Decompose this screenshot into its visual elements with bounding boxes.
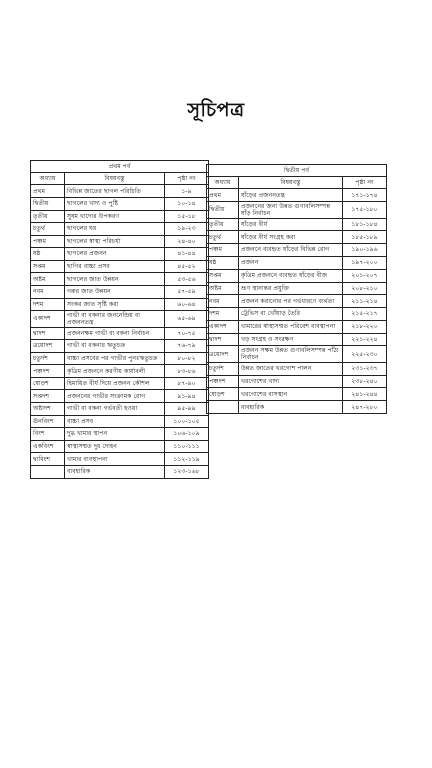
table-row bbox=[31, 248, 209, 261]
page-cell: ৫৩-৫৬ bbox=[165, 273, 209, 286]
table-row bbox=[207, 320, 387, 333]
subject-cell: প্রজনন bbox=[239, 256, 343, 269]
chapter-cell: দশম bbox=[207, 308, 239, 321]
table-row bbox=[207, 401, 387, 414]
chapter-cell: সপ্তম bbox=[207, 269, 239, 282]
page-cell: ১১২-১১৯ bbox=[165, 453, 209, 466]
chapter-cell bbox=[31, 465, 65, 478]
subject-cell: কৃত্রিম প্রজননে করণীয় কার্যাবলী bbox=[65, 365, 165, 378]
chapter-cell: প্রথম bbox=[31, 185, 65, 198]
subject-cell: প্রজননের জন্য উন্নত গুণাবলিসম্পন্ন ষাঁড় নির্বাচন bbox=[239, 202, 343, 218]
table-row bbox=[207, 388, 387, 401]
part-two-rows bbox=[207, 189, 387, 414]
chapter-cell: বিংশ bbox=[31, 428, 65, 441]
page-cell: ৪১-৪৪ bbox=[165, 248, 209, 261]
table-row bbox=[31, 377, 209, 390]
subject-cell: ছাগলের ঘর bbox=[65, 223, 165, 236]
subject-cell: ছাগলের খাদ্য ও পুষ্টি bbox=[65, 197, 165, 210]
subject-cell: সুষম খাদ্যের উপকরণ bbox=[65, 210, 165, 223]
table-row bbox=[207, 244, 387, 257]
chapter-cell: চতুর্দশ bbox=[31, 352, 65, 365]
subject-cell: ষাঁড়ের বীর্য bbox=[239, 218, 343, 231]
subject-cell: প্রজননে ব্যবহৃত ষাঁড়ের বিভিন্ন রোগ bbox=[239, 244, 343, 257]
chapter-cell: দ্বিতীয় bbox=[31, 197, 65, 210]
subject-cell: দুগ্ধ খামার স্থাপন bbox=[65, 428, 165, 441]
page-header: পৃষ্ঠা নং bbox=[343, 177, 387, 189]
chapter-header: অধ্যায় bbox=[31, 173, 65, 185]
chapter-cell: নবম bbox=[31, 286, 65, 299]
subject-cell: গরুর জাত উন্নয়ন bbox=[65, 286, 165, 299]
table-row bbox=[31, 197, 209, 210]
page-cell: ১-৯ bbox=[165, 185, 209, 198]
table-row bbox=[31, 185, 209, 198]
chapter-cell: নবম bbox=[207, 295, 239, 308]
table-row bbox=[207, 218, 387, 231]
subject-cell: সংকর জাত সৃষ্টি করা bbox=[65, 298, 165, 311]
chapter-cell: চতুর্থ bbox=[31, 223, 65, 236]
table-row bbox=[31, 440, 209, 453]
table-row bbox=[207, 375, 387, 388]
subject-cell: ষাঁড়ের বীর্য সংগ্রহ করা bbox=[239, 231, 343, 244]
page-cell: ৬৫-৬৯ bbox=[165, 311, 209, 327]
page-cell: ১৯৭-২০০ bbox=[343, 256, 387, 269]
table-row bbox=[31, 223, 209, 236]
subject-cell: ট্রেভিস বা খোঁয়াড় তৈরি bbox=[239, 308, 343, 321]
page-cell: ৭৬-৭৯ bbox=[165, 340, 209, 353]
table-row bbox=[31, 311, 209, 327]
chapter-cell: অষ্টম bbox=[207, 282, 239, 295]
chapter-cell: ষষ্ঠ bbox=[31, 248, 65, 261]
table-row bbox=[31, 298, 209, 311]
subject-cell: ব্যবহারিক bbox=[239, 401, 343, 414]
table-row bbox=[31, 415, 209, 428]
subject-cell: ছাগির বাচ্চা প্রসব bbox=[65, 260, 165, 273]
subject-cell: গাভী বা বকনার জননেন্দ্রিয় বা প্রজননতন্ত্র bbox=[65, 311, 165, 327]
chapter-cell: ত্রয়োদশ bbox=[207, 346, 239, 362]
chapter-cell: দ্বাবিংশ bbox=[31, 453, 65, 466]
page-cell: ৮০-৮২ bbox=[165, 352, 209, 365]
subject-cell: খামার ব্যবস্থাপনা bbox=[65, 453, 165, 466]
subject-header: বিষয়বস্তু bbox=[65, 173, 165, 185]
table-row bbox=[31, 453, 209, 466]
subject-cell: খড় সংগ্রহ ও সংরক্ষণ bbox=[239, 333, 343, 346]
chapter-cell: ষোড়শ bbox=[31, 377, 65, 390]
table-row bbox=[207, 282, 387, 295]
page-cell: ১০০-১০৫ bbox=[165, 415, 209, 428]
chapter-cell: দ্বাদশ bbox=[31, 327, 65, 340]
chapter-cell: অষ্টাদশ bbox=[31, 403, 65, 416]
chapter-cell: অষ্টম bbox=[31, 273, 65, 286]
chapter-cell: পঞ্চদশ bbox=[31, 365, 65, 378]
chapter-cell: সপ্তদশ bbox=[31, 390, 65, 403]
chapter-cell: প্রথম bbox=[207, 189, 239, 202]
page-cell: ৭০-৭৫ bbox=[165, 327, 209, 340]
page-cell: ২৩৮-২৪০ bbox=[343, 375, 387, 388]
chapter-cell: পঞ্চদশ bbox=[207, 375, 239, 388]
page-cell: ২৪-৪০ bbox=[165, 235, 209, 248]
chapter-cell: পঞ্চম bbox=[207, 244, 239, 257]
chapter-cell: সপ্তম bbox=[31, 260, 65, 273]
page-cell: ২০৮-২১০ bbox=[343, 282, 387, 295]
subject-cell: বিভিন্ন জাতের ছাগল পরিচিতি bbox=[65, 185, 165, 198]
page-cell: ১১০-১১১ bbox=[165, 440, 209, 453]
page-cell: ২২১-২২৪ bbox=[343, 333, 387, 346]
page-header: পৃষ্ঠা নং bbox=[165, 173, 209, 185]
page-cell: ১০-১৪ bbox=[165, 197, 209, 210]
page-cell: ২১৫-২১৭ bbox=[343, 308, 387, 321]
page-cell: ৯১-৯৪ bbox=[165, 390, 209, 403]
page-cell: ১৯০-১৯৬ bbox=[343, 244, 387, 257]
chapter-cell: চতুর্থ bbox=[207, 231, 239, 244]
page-cell: ১০৬-১০৯ bbox=[165, 428, 209, 441]
page-cell: ২২৫-২৩০ bbox=[343, 346, 387, 362]
subject-cell: বাচ্চা প্রসব bbox=[65, 415, 165, 428]
chapter-cell bbox=[207, 401, 239, 414]
table-row bbox=[31, 390, 209, 403]
chapter-cell: ঊনবিংশ bbox=[31, 415, 65, 428]
subject-cell: খরগোশের খাদ্য bbox=[239, 375, 343, 388]
subject-cell: হিমায়িত বীর্য দিয়ে প্রজনন কৌশল bbox=[65, 377, 165, 390]
table-row bbox=[207, 269, 387, 282]
table-row bbox=[31, 210, 209, 223]
page-cell: ৪৫-৫২ bbox=[165, 260, 209, 273]
subject-cell: কৃত্রিম প্রজননে ব্যবহৃত ষাঁড়ের বীজ bbox=[239, 269, 343, 282]
page-cell: ৯৫-৯৯ bbox=[165, 403, 209, 416]
subject-cell: ছাগলের স্বাস্থ্য পরিচর্যা bbox=[65, 235, 165, 248]
subject-cell: ব্যবহারিক bbox=[65, 465, 165, 478]
chapter-cell: পঞ্চম bbox=[31, 235, 65, 248]
chapter-cell: ত্রয়োদশ bbox=[31, 340, 65, 353]
part-title: প্রথম পর্ব bbox=[31, 161, 209, 173]
table-row bbox=[207, 202, 387, 218]
page-cell: ৬০-৬৪ bbox=[165, 298, 209, 311]
table-row bbox=[207, 346, 387, 362]
subject-cell: খামারের স্বাস্থ্যসম্মত পরিবেশ ব্যবস্থাপনা bbox=[239, 320, 343, 333]
chapter-cell: তৃতীয় bbox=[207, 218, 239, 231]
subject-cell: প্রজনন সক্ষম উন্নত গুণাবলিসম্পন্ন পাঁঠা নির্বাচন bbox=[239, 346, 343, 362]
table-row bbox=[31, 403, 209, 416]
table-row bbox=[31, 428, 209, 441]
page-cell: ২৪৭-২৮০ bbox=[343, 401, 387, 414]
subject-cell: ষাঁড়ের প্রজননতন্ত্র bbox=[239, 189, 343, 202]
table-row bbox=[31, 340, 209, 353]
table-row bbox=[31, 286, 209, 299]
table-row bbox=[207, 231, 387, 244]
page-cell: ২০১-২০৭ bbox=[343, 269, 387, 282]
table-row bbox=[31, 235, 209, 248]
chapter-cell: একাদশ bbox=[207, 320, 239, 333]
page-cell: ৮৭-৯০ bbox=[165, 377, 209, 390]
subject-cell: গাভী বা বকনা গর্ভবতী হওয়া bbox=[65, 403, 165, 416]
page-cell: ১৯-২৩ bbox=[165, 223, 209, 236]
subject-header: বিষয়বস্তু bbox=[239, 177, 343, 189]
page-cell: ২৩১-২৩৭ bbox=[343, 362, 387, 375]
chapter-cell: একাদশ bbox=[31, 311, 65, 327]
table-row bbox=[31, 352, 209, 365]
subject-cell: খরগোশের বাসস্থান bbox=[239, 388, 343, 401]
chapter-cell: তৃতীয় bbox=[31, 210, 65, 223]
subject-cell: বাচ্চা প্রসবের পর গাভীর পুনঃঋতুচক্র bbox=[65, 352, 165, 365]
page-title: সূচিপত্র bbox=[187, 99, 245, 121]
part-title: দ্বিতীয় পর্ব bbox=[207, 165, 387, 177]
chapter-cell: চতুর্দশ bbox=[207, 362, 239, 375]
page-cell: ১৮৫-১৮৯ bbox=[343, 231, 387, 244]
chapter-cell: ষোড়শ bbox=[207, 388, 239, 401]
page-cell: ৫৭-৫৯ bbox=[165, 286, 209, 299]
page-cell: ১৭৫-১৮০ bbox=[343, 202, 387, 218]
page-cell: ৮৩-৮৬ bbox=[165, 365, 209, 378]
part-one-rows bbox=[31, 185, 209, 478]
table-row bbox=[31, 465, 209, 478]
chapter-cell: দ্বাদশ bbox=[207, 333, 239, 346]
subject-cell: ছাগলের জাত উন্নয়ন bbox=[65, 273, 165, 286]
page-cell: ১৭১-১৭৪ bbox=[343, 189, 387, 202]
part-one-table bbox=[30, 160, 209, 479]
table-row bbox=[207, 295, 387, 308]
subject-cell: স্বাস্থ্যসম্মত দুধ দোহন bbox=[65, 440, 165, 453]
page-cell: ১২৩-১৬৮ bbox=[165, 465, 209, 478]
subject-cell: প্রজননক্ষম গাভী বা বকনা নির্বাচন bbox=[65, 327, 165, 340]
subject-cell: ভ্রূণ স্থানান্তর প্রযুক্তি bbox=[239, 282, 343, 295]
subject-cell: প্রজনন করানোর পর গর্ভধারণে ব্যর্থতা bbox=[239, 295, 343, 308]
table-row bbox=[207, 362, 387, 375]
part-two-table bbox=[206, 164, 387, 414]
table-row bbox=[31, 365, 209, 378]
chapter-cell: দশম bbox=[31, 298, 65, 311]
table-row bbox=[31, 260, 209, 273]
chapter-cell: দ্বিতীয় bbox=[207, 202, 239, 218]
chapter-cell: একবিংশ bbox=[31, 440, 65, 453]
page-cell: ২৪১-২৪৪ bbox=[343, 388, 387, 401]
page-cell: ২১৮-২২০ bbox=[343, 320, 387, 333]
chapter-cell: ষষ্ঠ bbox=[207, 256, 239, 269]
page-cell: ১৫-১৮ bbox=[165, 210, 209, 223]
page-cell: ১৮১-১৮৪ bbox=[343, 218, 387, 231]
subject-cell: গাভী বা বকনার ঋতুচক্র bbox=[65, 340, 165, 353]
table-row bbox=[207, 308, 387, 321]
subject-cell: উন্নত জাতের খরগোশ পালন bbox=[239, 362, 343, 375]
table-row bbox=[207, 333, 387, 346]
page-cell: ২১১-২১৪ bbox=[343, 295, 387, 308]
chapter-header: অধ্যায় bbox=[207, 177, 239, 189]
subject-cell: ছাগলের প্রজনন bbox=[65, 248, 165, 261]
table-row bbox=[31, 327, 209, 340]
table-row bbox=[31, 273, 209, 286]
subject-cell: প্রজননের গাভীর সংক্রামক রোগ bbox=[65, 390, 165, 403]
table-row bbox=[207, 189, 387, 202]
table-row bbox=[207, 256, 387, 269]
